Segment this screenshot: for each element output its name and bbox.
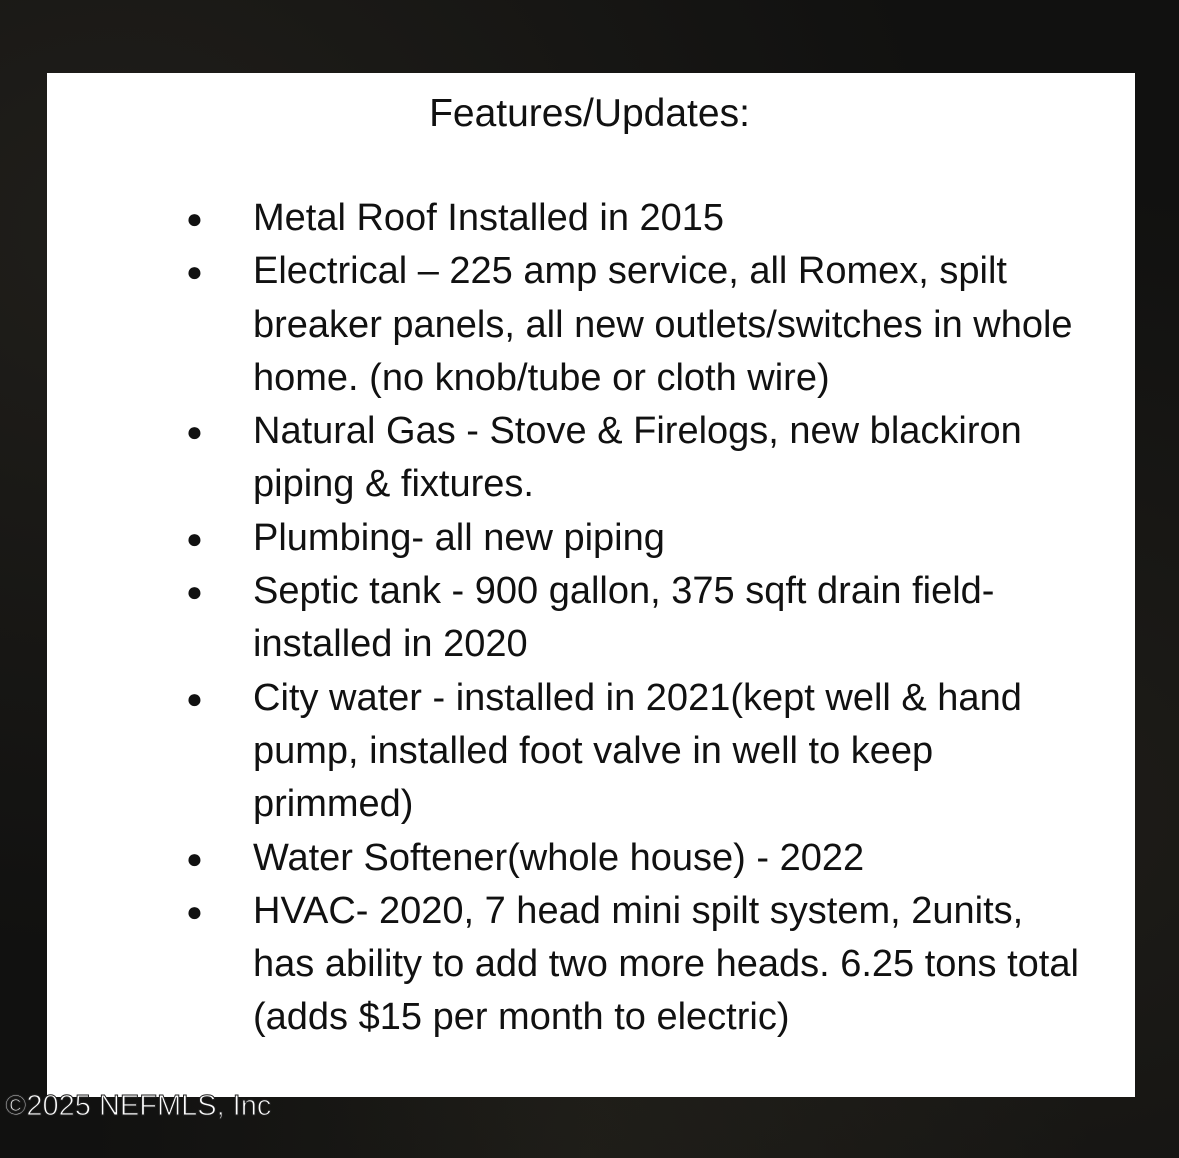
bullet-icon: ●	[186, 576, 203, 608]
feature-item	[0, 885, 1083, 1045]
feature-text: Water Softener(whole house) - 2022	[253, 836, 865, 879]
feature-text: Septic tank - 900 gallon, 375 sqft drain field- installed in 2020	[253, 570, 995, 666]
bullet-icon: ●	[186, 682, 203, 714]
bullet-icon: ●	[186, 416, 203, 448]
feature-text: Natural Gas - Stove & Firelogs, new blackiron piping & fixtures.	[253, 410, 1022, 506]
feature-item	[0, 672, 1083, 832]
copyright-watermark: ©2025 NEFMLS, Inc	[5, 1090, 272, 1122]
feature-item	[0, 832, 1083, 885]
feature-item	[0, 405, 1083, 512]
feature-item	[0, 565, 1083, 672]
feature-text: Plumbing- all new piping	[253, 516, 665, 559]
feature-text: Electrical – 225 amp service, all Romex, spilt breaker panels, all new outlets/switches in whole home. (no knob/tube or cloth wire)	[253, 250, 1073, 399]
bullet-icon: ●	[186, 895, 203, 927]
feature-item	[0, 512, 1083, 565]
feature-text: City water - installed in 2021(kept well & hand pump, installed foot valve in well to keep primmed)	[253, 676, 1022, 826]
bullet-icon: ●	[186, 203, 203, 234]
bullet-icon: ●	[186, 842, 203, 874]
features-list	[0, 192, 1179, 1045]
feature-text: Metal Roof Installed in 2015	[253, 197, 725, 239]
bullet-icon: ●	[186, 522, 203, 554]
page-title: Features/Updates:	[429, 92, 750, 135]
bullet-icon: ●	[186, 256, 203, 288]
feature-item	[0, 192, 1083, 245]
feature-text: HVAC- 2020, 7 head mini spilt system, 2units, has ability to add two more heads. 6.25 tons total (adds $15 per month to electric)	[253, 889, 1079, 1039]
feature-item	[0, 245, 1083, 405]
